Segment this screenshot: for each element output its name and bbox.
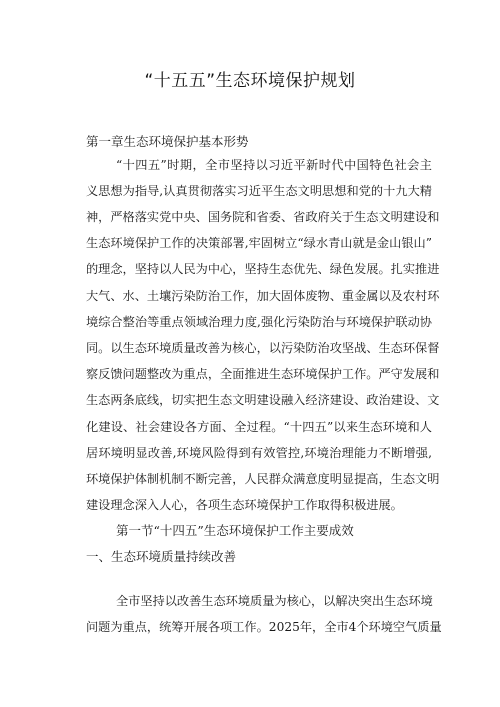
paragraph-line: 全市坚持以改善生态环境质量为核心，以解决突出生态环境 bbox=[116, 594, 433, 608]
section-heading: 第一节“十四五”生态环境保护工作主要成效 bbox=[116, 523, 354, 538]
paragraph-line: 居环境明显改善,环境风险得到有效管控,环境治理能力不断增强, bbox=[86, 446, 432, 460]
paragraph-line: 境综合整治等重点领域治理力度,强化污染防治与环境保护联动协 bbox=[86, 315, 432, 329]
paragraph-line: 化建设、社会建设各方面、全过程。“十四五”以来生态环境和人 bbox=[86, 420, 432, 434]
paragraph-line: 生态两条底线，切实把生态文明建设融入经济建设、政治建设、文 bbox=[86, 393, 440, 407]
paragraph-line: 同。以生态环境质量改善为核心，以污染防治攻坚战、生态环保督 bbox=[86, 341, 440, 355]
paragraph-line: 的理念，坚持以人民为中心，坚持生态优先、绿色发展。扎实推进 bbox=[86, 262, 440, 276]
document-title: “十五五”生态环境保护规划 bbox=[144, 71, 356, 91]
paragraph-line: “十四五”时期，全市坚持以习近平新时代中国特色社会主 bbox=[116, 158, 432, 172]
paragraph-line: 环境保护体制机制不断完善，人民群众满意度明显提高，生态文明 bbox=[86, 472, 440, 486]
paragraph-line: 生态环境保护工作的决策部署,牢固树立“绿水青山就是金山银山” bbox=[86, 236, 432, 250]
paragraph-line: 神，严格落实党中央、国务院和省委、省政府关于生态文明建设和 bbox=[86, 210, 440, 224]
paragraph-line: 问题为重点，统筹开展各项工作。2025年，全市4个环境空气质量 bbox=[86, 620, 442, 634]
subsection-heading: 一、生态环境质量持续改善 bbox=[86, 549, 237, 564]
chapter-heading: 第一章生态环境保护基本形势 bbox=[86, 134, 249, 149]
paragraph-line: 大气、水、土壤污染防治工作，加大固体废物、重金属以及农村环 bbox=[86, 289, 440, 303]
paragraph-line: 察反馈问题整改为重点，全面推进生态环境保护工作。严守发展和 bbox=[86, 367, 440, 381]
paragraph-line: 建设理念深入人心，各项生态环境保护工作取得积极进展。 bbox=[86, 498, 403, 512]
paragraph-line: 义思想为指导,认真贯彻落实习近平生态文明思想和党的十九大精 bbox=[86, 184, 432, 198]
